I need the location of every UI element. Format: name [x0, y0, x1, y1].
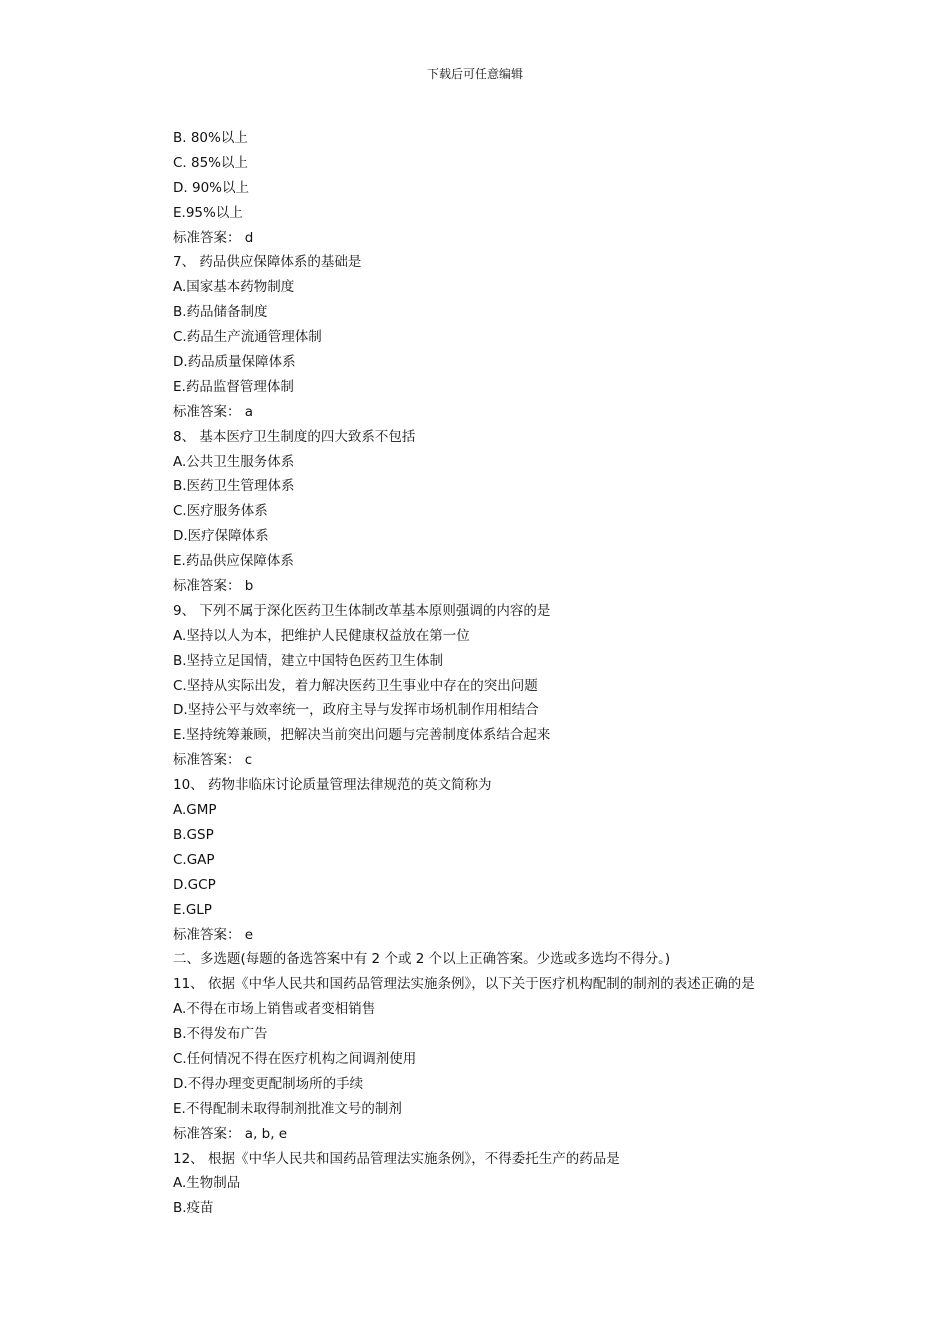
option-line: E.GLP — [173, 901, 212, 918]
option-line: B.疫苗 — [173, 1200, 214, 1217]
page-header: 下载后可任意编辑 — [426, 67, 523, 81]
question-line: 8、 基本医疗卫生制度的四大致系不包括 — [173, 428, 416, 445]
option-line: E.95%以上 — [173, 204, 243, 221]
option-line: D.GCP — [173, 876, 216, 893]
option-line: C.药品生产流通管理体制 — [173, 329, 322, 346]
option-line: A.生物制品 — [173, 1175, 241, 1192]
option-line: C.GAP — [173, 851, 215, 868]
option-line: A.公共卫生服务体系 — [173, 453, 295, 470]
answer-line: 标准答案： d — [173, 229, 254, 246]
option-line: B.医药卫生管理体系 — [173, 478, 295, 495]
option-line: D.医疗保障体系 — [173, 528, 269, 545]
question-line: 12、 根据《中华人民共和国药品管理法实施条例》，不得委托生产的药品是 — [173, 1150, 620, 1167]
option-line: D.药品质量保障体系 — [173, 354, 296, 371]
option-line: C.坚持从实际出发，着力解决医药卫生事业中存在的突出问题 — [173, 677, 538, 694]
answer-line: 标准答案： c — [173, 752, 253, 769]
option-line: D. 90%以上 — [173, 179, 249, 196]
option-line: B.药品储备制度 — [173, 304, 268, 321]
question-line: 9、 下列不属于深化医药卫生体制改革基本原则强调的内容的是 — [173, 602, 551, 619]
option-line: A.坚持以人为本，把维护人民健康权益放在第一位 — [173, 627, 470, 644]
option-line: C.任何情况不得在医疗机构之间调剂使用 — [173, 1050, 417, 1067]
question-line: 11、 依据《中华人民共和国药品管理法实施条例》，以下关于医疗机构配制的制剂的表述正确的是 — [173, 976, 755, 993]
option-line: D.不得办理变更配制场所的手续 — [173, 1075, 364, 1092]
option-line: E.不得配制未取得制剂批准文号的制剂 — [173, 1100, 402, 1117]
option-line: E.药品监督管理体制 — [173, 378, 294, 395]
option-line: B.坚持立足国情，建立中国特色医药卫生体制 — [173, 652, 444, 669]
option-line: B.GSP — [173, 826, 214, 843]
answer-line: 标准答案： a — [173, 403, 254, 420]
document-body — [173, 126, 873, 1221]
option-line: D.坚持公平与效率统一，政府主导与发挥市场机制作用相结合 — [173, 702, 539, 719]
option-line: C.医疗服务体系 — [173, 503, 268, 520]
option-line: A.GMP — [173, 802, 217, 819]
answer-line: 标准答案： a, b, e — [173, 1125, 288, 1142]
option-line: B. 80%以上 — [173, 130, 248, 146]
question-line: 7、 药品供应保障体系的基础是 — [173, 254, 362, 271]
question-line: 10、 药物非临床讨论质量管理法律规范的英文简称为 — [173, 777, 492, 794]
option-line: A.不得在市场上销售或者变相销售 — [173, 1001, 376, 1018]
option-line: C. 85%以上 — [173, 154, 249, 171]
option-line: A.国家基本药物制度 — [173, 279, 295, 296]
section-heading: 二、多选题(每题的备选答案中有 2 个或 2 个以上正确答案。少选或多选均不得分。) — [173, 951, 671, 968]
option-line: E.坚持统筹兼顾，把解决当前突出问题与完善制度体系结合起来 — [173, 727, 551, 744]
option-line: E.药品供应保障体系 — [173, 553, 294, 570]
answer-line: 标准答案： e — [173, 926, 254, 943]
option-line: B.不得发布广告 — [173, 1026, 268, 1043]
answer-line: 标准答案： b — [173, 578, 254, 595]
